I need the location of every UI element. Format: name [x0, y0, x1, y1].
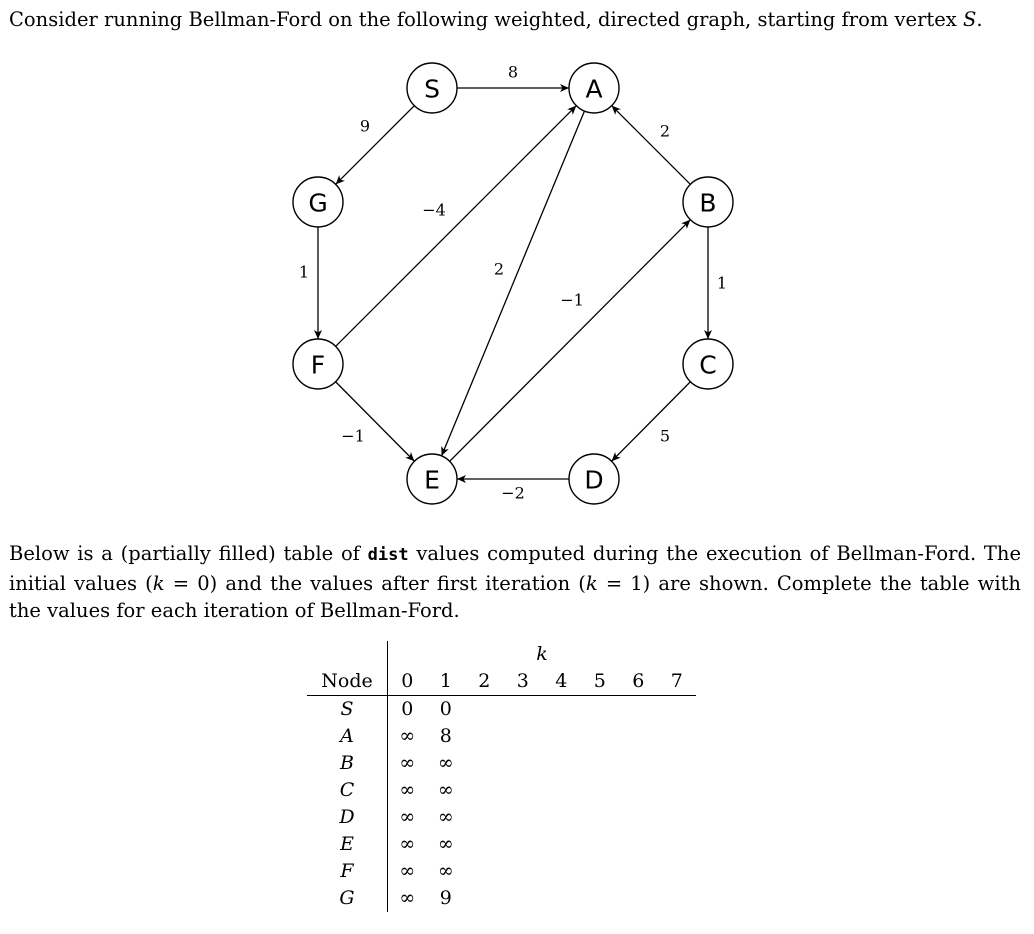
node-label: G [308, 188, 328, 218]
edge-weight-a-e: 2 [493, 259, 505, 279]
edge-e-b [450, 220, 691, 462]
edge-weight-d-e: −2 [501, 483, 525, 503]
table-cell [504, 831, 543, 858]
table-k-header-row [307, 641, 696, 668]
instructions-paragraph [9, 540, 1021, 625]
table-cell [542, 858, 581, 885]
table-row-node: C [339, 779, 355, 801]
table-cell [542, 885, 581, 912]
table-row [307, 804, 696, 831]
table-cell [504, 858, 543, 885]
paragraph-part-1: Below is a (partially filled) table of [9, 542, 368, 565]
edge-weight-g-f: 1 [298, 262, 310, 282]
node-label: B [699, 188, 717, 218]
edge-f-a [336, 106, 577, 347]
table-cell: ∞ [388, 750, 427, 777]
table-cell [581, 696, 620, 724]
table-cell [581, 885, 620, 912]
edge-weight-b-c: 1 [716, 273, 728, 293]
table-cell [581, 750, 620, 777]
table-cell [542, 723, 581, 750]
k-variable: k [585, 571, 598, 595]
table-cell: ∞ [388, 831, 427, 858]
table-column-header: 0 [388, 668, 427, 696]
table-cell [619, 696, 658, 724]
table-row-node: S [340, 698, 354, 720]
table-cell: ∞ [437, 752, 454, 774]
table-node-header: Node [307, 668, 388, 696]
table-cell: 0 [439, 698, 452, 720]
table-cell [465, 750, 504, 777]
table-cell [542, 750, 581, 777]
table-cell [465, 885, 504, 912]
edge-b-a [612, 106, 691, 185]
dist-table [307, 641, 696, 912]
node-label: S [424, 74, 440, 104]
table-cell: ∞ [437, 860, 454, 882]
table-cell: ∞ [388, 885, 427, 912]
table-cell [658, 831, 697, 858]
intro-end: . [976, 8, 983, 31]
table-cell: ∞ [437, 833, 454, 855]
node-f [293, 339, 343, 389]
table-cell [504, 885, 543, 912]
edge-weight-f-e: −1 [341, 426, 365, 446]
edge-weight-f-a: −4 [422, 200, 446, 220]
table-cell [619, 831, 658, 858]
table-cell [504, 777, 543, 804]
intro-source-vertex: S [962, 8, 977, 31]
table-cell [658, 723, 697, 750]
table-column-header: 5 [581, 668, 620, 696]
table-row [307, 777, 696, 804]
paragraph-part-4: = 1) are shown. Complete the table with the values for each iteration of Bellman-Ford. [9, 571, 1021, 622]
table-cell: ∞ [388, 858, 427, 885]
table-row [307, 696, 696, 724]
table-column-header-row [307, 668, 696, 696]
table-corner-cell [307, 641, 388, 668]
table-cell: 9 [439, 887, 452, 909]
table-column-header: 3 [504, 668, 543, 696]
table-cell [465, 831, 504, 858]
node-s [407, 63, 457, 113]
edge-weight-c-d: 5 [659, 426, 671, 446]
node-d [569, 454, 619, 504]
table-cell [542, 696, 581, 724]
table-cell [581, 831, 620, 858]
table-row [307, 858, 696, 885]
table-cell [542, 777, 581, 804]
table-column-header: 2 [465, 668, 504, 696]
node-e [407, 454, 457, 504]
node-c [683, 339, 733, 389]
table-cell [658, 858, 697, 885]
table-row-node: B [340, 752, 354, 774]
node-g [293, 177, 343, 227]
table-row [307, 750, 696, 777]
dist-code: dist [367, 545, 409, 565]
table-cell: ∞ [388, 723, 427, 750]
table-cell [465, 804, 504, 831]
table-cell [658, 804, 697, 831]
table-cell [619, 804, 658, 831]
node-label: E [424, 465, 440, 495]
node-b [683, 177, 733, 227]
table-cell [658, 777, 697, 804]
table-cell [504, 750, 543, 777]
table-row [307, 885, 696, 912]
node-label: C [699, 350, 717, 380]
table-row-node: E [340, 833, 354, 855]
table-cell: ∞ [388, 777, 427, 804]
edge-f-e [336, 382, 415, 461]
table-cell [465, 858, 504, 885]
table-cell [619, 723, 658, 750]
table-cell [465, 696, 504, 724]
edge-c-d [612, 382, 691, 461]
table-row [307, 831, 696, 858]
table-row-node: G [339, 887, 355, 909]
table-cell [581, 723, 620, 750]
table-cell: 0 [388, 696, 427, 724]
table-row-node: A [340, 725, 354, 747]
k-variable: k [152, 571, 165, 595]
edge-weight-e-b: −1 [560, 290, 584, 310]
table-cell [581, 858, 620, 885]
table-column-header: 6 [619, 668, 658, 696]
table-cell: 8 [439, 725, 452, 747]
table-cell [581, 804, 620, 831]
table-cell [658, 885, 697, 912]
node-label: F [310, 350, 326, 380]
table-cell: ∞ [388, 804, 427, 831]
node-a [569, 63, 619, 113]
table-cell [504, 696, 543, 724]
table-cell [504, 723, 543, 750]
table-cell [542, 804, 581, 831]
table-cell [465, 777, 504, 804]
table-cell [542, 831, 581, 858]
paragraph-part-3: = 0) and the values after first iteration ( [164, 571, 586, 595]
edge-weight-b-a: 2 [659, 121, 671, 141]
table-row-node: D [339, 806, 355, 828]
table-column-header: 7 [658, 668, 697, 696]
node-label: A [585, 74, 603, 104]
table-cell: ∞ [437, 779, 454, 801]
table-cell [581, 777, 620, 804]
edge-a-e [442, 111, 585, 456]
paragraph-part-2: values computed during the execution of Bellman-Ford. The initial values ( [9, 542, 1021, 595]
intro-sentence: Consider running Bellman-Ford on the following weighted, directed graph, starting from vertex [9, 8, 963, 31]
table-column-header: 1 [427, 668, 466, 696]
table-cell [465, 723, 504, 750]
table-cell: ∞ [437, 806, 454, 828]
table-cell [619, 750, 658, 777]
node-label: D [584, 465, 604, 495]
table-row-node: F [340, 860, 354, 882]
table-cell [658, 750, 697, 777]
table-cell [619, 858, 658, 885]
edge-weight-s-a: 8 [507, 62, 519, 82]
table-row [307, 723, 696, 750]
edge-s-g [336, 106, 415, 185]
table-cell [619, 777, 658, 804]
table-column-header: 4 [542, 668, 581, 696]
table-cell [504, 804, 543, 831]
table-k-label: k [388, 641, 697, 668]
table-cell [619, 885, 658, 912]
table-cell [658, 696, 697, 724]
edge-weight-s-g: 9 [359, 116, 371, 136]
